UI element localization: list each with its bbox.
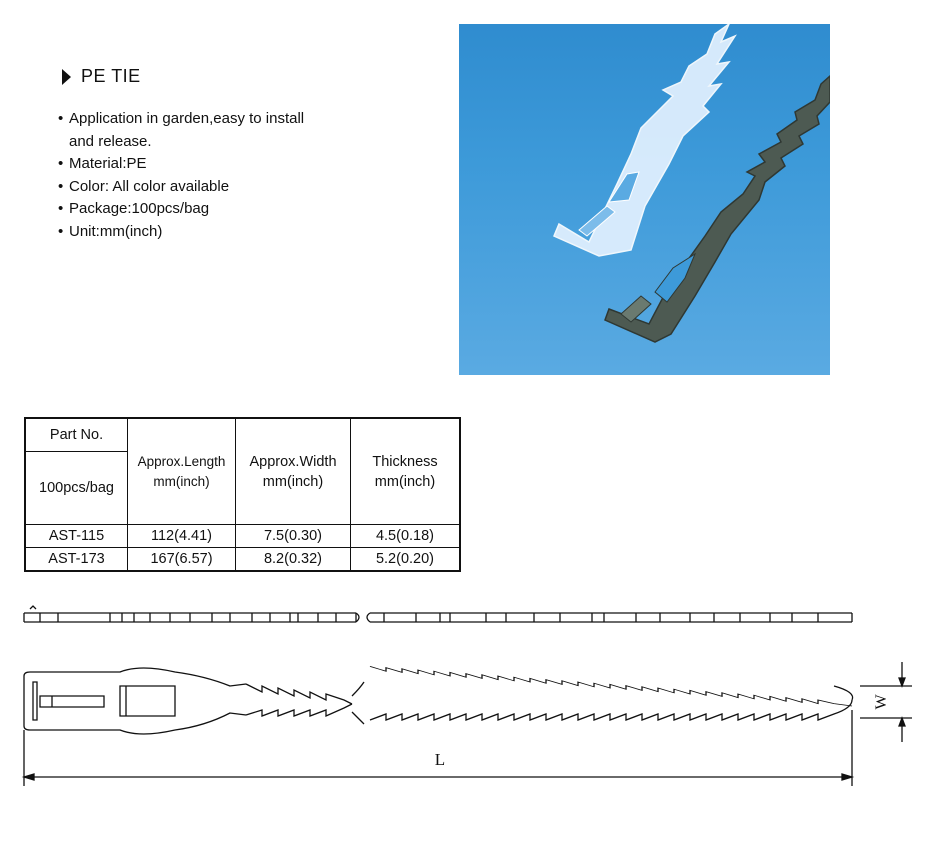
feature-list bbox=[58, 108, 388, 243]
table-header-row bbox=[25, 418, 460, 452]
list-item: • Unit:mm(inch) bbox=[58, 222, 163, 240]
length-dimension bbox=[24, 710, 852, 786]
length-cell: 167(6.57) bbox=[128, 548, 236, 572]
part-cell: AST-173 bbox=[25, 548, 128, 572]
thickness-cell: 4.5(0.18) bbox=[351, 525, 461, 548]
list-item: • Package:100pcs/bag bbox=[58, 200, 210, 217]
technical-drawing bbox=[0, 600, 941, 800]
pe-tie-photo-icon bbox=[459, 24, 830, 375]
length-header: Approx.Length mm(inch) bbox=[128, 418, 236, 525]
width-header: Approx.Width mm(inch) bbox=[236, 418, 351, 525]
triangle-bullet-icon bbox=[62, 69, 71, 85]
top-view bbox=[24, 666, 853, 734]
side-view bbox=[24, 606, 852, 622]
list-item: and release. bbox=[69, 132, 152, 150]
clear-tie-shape bbox=[554, 24, 735, 256]
width-cell: 8.2(0.32) bbox=[236, 548, 351, 572]
list-item: • Color: All color available bbox=[58, 177, 230, 195]
list-item: • Application in garden,easy to install bbox=[58, 110, 305, 127]
width-label: W bbox=[873, 694, 890, 710]
table-row bbox=[25, 525, 460, 548]
part-cell: AST-115 bbox=[25, 525, 128, 548]
thickness-cell: 5.2(0.20) bbox=[351, 548, 461, 572]
length-cell: 112(4.41) bbox=[128, 525, 236, 548]
product-photo bbox=[459, 24, 830, 375]
table-row bbox=[25, 548, 460, 572]
width-cell: 7.5(0.30) bbox=[236, 525, 351, 548]
length-label: L bbox=[434, 750, 446, 769]
product-title: PE TIE bbox=[81, 66, 141, 86]
package-header: 100pcs/bag bbox=[25, 452, 128, 525]
list-item: • Material:PE bbox=[58, 155, 147, 172]
product-heading bbox=[62, 66, 141, 87]
part-no-header: Part No. bbox=[25, 418, 128, 452]
spec-table bbox=[24, 417, 461, 572]
thickness-header: Thickness mm(inch) bbox=[351, 418, 461, 525]
